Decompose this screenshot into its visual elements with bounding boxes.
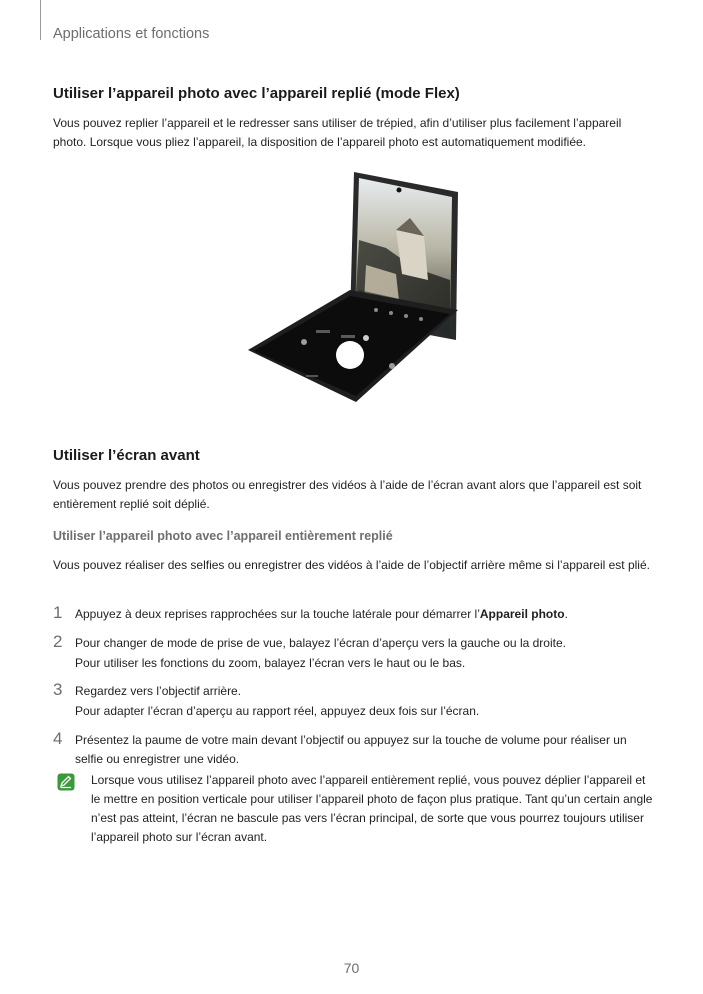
step-2-line-2: Pour utiliser les fonctions du zoom, balayez l’écran vers le haut ou le bas.	[75, 656, 466, 670]
step-1-text: Appuyez à deux reprises rapprochées sur la touche latérale pour démarrer l’Appareil photo.	[75, 607, 568, 621]
note-text: Lorsque vous utilisez l’appareil photo avec l’appareil entièrement replié, vous pouvez déplier l’appareil et le mettre en position verticale pour utiliser l’appareil photo de façon plus pratique. Tant qu’un certain angle n’est pas atteint, l’écran ne bascule pas vers l’écran principal, de sorte que vous pourrez toujours utiliser l’appareil photo sur l’écran avant.	[91, 773, 653, 844]
folded-phone-illustration	[246, 170, 466, 415]
step-2-line-1: Pour changer de mode de prise de vue, balayez l’écran d’aperçu vers la gauche ou la droite.	[75, 636, 566, 650]
step-3-line-1: Regardez vers l’objectif arrière.	[75, 684, 242, 698]
step-4-text: Présentez la paume de votre main devant l’objectif ou appuyez sur la touche de volume pour réaliser un selfie ou enregistrer une vidéo.	[75, 733, 627, 766]
front-screen-title: Utiliser l’écran avant	[53, 447, 200, 464]
step-3-line-2: Pour adapter l’écran d’aperçu au rapport réel, appuyez deux fois sur l’écran.	[75, 704, 480, 718]
flex-mode-paragraph: Vous pouvez replier l’appareil et le redresser sans utiliser de trépied, afin d’utiliser plus facilement l’appareil photo. Lorsque vous pliez l’appareil, la disposition de l’appareil photo est automatiquement modifiée.	[53, 116, 622, 149]
folded-camera-intro: Vous pouvez réaliser des selfies ou enregistrer des vidéos à l’aide de l’objectif arrière même si l’appareil est plié.	[53, 558, 650, 572]
step-number-2: 2	[53, 632, 63, 651]
front-screen-paragraph: Vous pouvez prendre des photos ou enregistrer des vidéos à l’aide de l’écran avant alors que l’appareil est soit entièrement replié soit déplié.	[53, 478, 642, 511]
pen-note-icon	[57, 773, 75, 791]
folded-camera-subtitle: Utiliser l’appareil photo avec l’appareil entièrement replié	[53, 529, 393, 543]
header-rule	[40, 0, 41, 40]
flex-mode-title: Utiliser l’appareil photo avec l’appareil replié (mode Flex)	[53, 85, 460, 102]
page-number: 70	[343, 960, 360, 976]
step-number-3: 3	[53, 680, 63, 699]
step-number-1: 1	[53, 603, 63, 622]
section-header: Applications et fonctions	[53, 26, 210, 42]
step-number-4: 4	[53, 729, 63, 748]
